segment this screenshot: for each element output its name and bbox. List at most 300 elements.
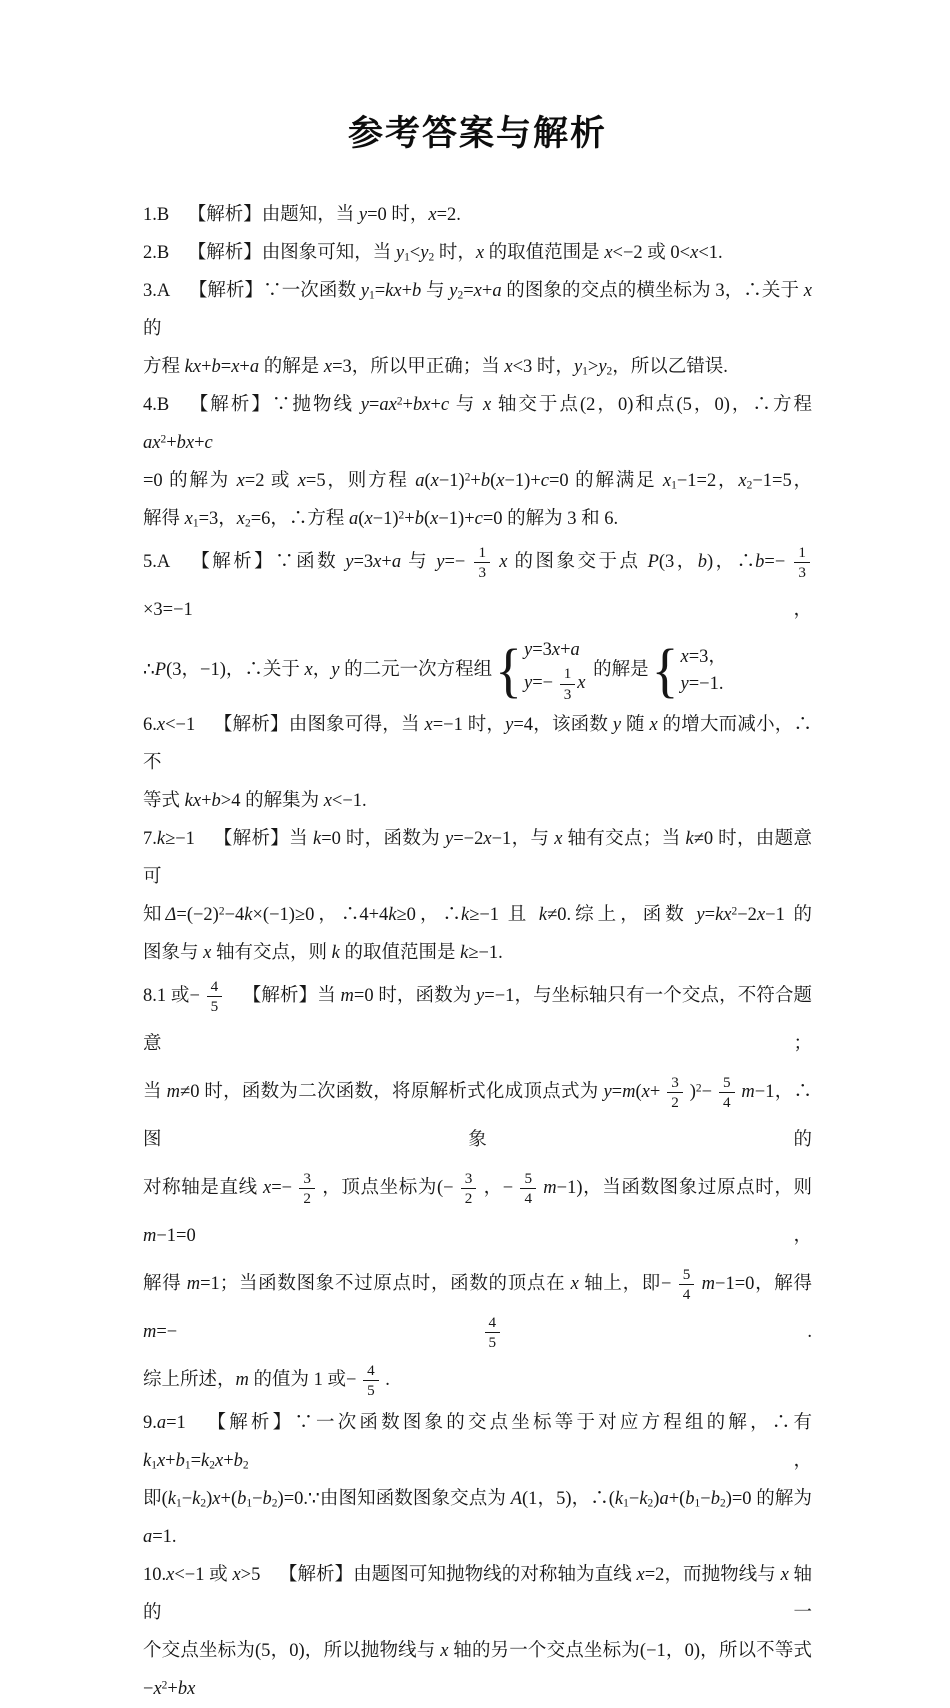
subscript: 2 <box>457 289 464 302</box>
subscript: 1 <box>582 365 588 378</box>
math-variable: x <box>304 660 313 680</box>
text-run: =0 时，函数为 <box>353 986 477 1006</box>
answer-line <box>143 1260 812 1356</box>
math-variable: c <box>474 509 483 529</box>
text-run: ≥−1 且 <box>469 905 539 925</box>
text-run: 轴上，即− <box>578 1274 677 1294</box>
equation-system <box>495 638 585 703</box>
text-run: 10. <box>143 1565 167 1585</box>
math-variable: b <box>697 552 708 572</box>
math-variable: k <box>167 1489 176 1509</box>
text-run: 9. <box>143 1413 157 1433</box>
answer-item <box>143 706 812 820</box>
math-variable: b <box>262 1489 272 1509</box>
text-run: <3 时， <box>512 357 574 377</box>
math-variable: x <box>373 552 382 572</box>
fraction-numerator: 3 <box>667 1074 683 1093</box>
answer-line <box>143 500 812 538</box>
math-variable: x <box>482 395 492 415</box>
math-variable: b <box>175 1451 185 1471</box>
answer-line <box>143 1356 812 1404</box>
math-variable: m <box>543 1178 557 1198</box>
math-variable: b <box>233 1451 243 1471</box>
text-run: =1 【解析】∵一次函数图象的交点坐标等于对应方程组的解，∴有 <box>166 1413 812 1433</box>
math-variable: x <box>156 715 166 735</box>
math-variable: x <box>297 471 306 491</box>
math-variable: m <box>143 1322 157 1342</box>
math-variable: m <box>701 1274 716 1294</box>
math-variable: x <box>166 1565 175 1585</box>
text-run: − <box>181 1489 193 1509</box>
text-run: + <box>223 1451 234 1471</box>
text-run: 随 <box>621 715 650 735</box>
text-run: 轴有交点，则 <box>211 943 332 963</box>
math-variable: k <box>192 1489 201 1509</box>
math-variable: c <box>204 433 213 453</box>
text-run: 3.A 【解析】∵一次函数 <box>143 281 361 301</box>
math-variable: y <box>445 829 454 849</box>
math-variable: y <box>598 357 607 377</box>
math-variable: a <box>492 281 502 301</box>
brace-symbol: { <box>495 637 522 705</box>
answer-line <box>143 348 812 386</box>
text-run: ， <box>312 660 332 680</box>
equation-rows <box>524 638 586 703</box>
text-run: −1=5， <box>752 471 813 491</box>
math-variable: kx <box>385 281 402 301</box>
math-variable: y <box>680 674 689 695</box>
subscript: 1 <box>694 1497 701 1510</box>
text-run: ≥0，∴ <box>396 905 461 925</box>
superscript: 2 <box>731 905 738 918</box>
text-run: =3， <box>688 647 727 668</box>
text-run: ≠0 时，由题意可 <box>143 829 812 887</box>
text-run: 与 <box>449 395 483 415</box>
superscript: 2 <box>464 471 471 484</box>
text-run: 的 <box>143 319 162 339</box>
fraction-denominator: 5 <box>367 1382 375 1400</box>
math-variable: x <box>738 471 747 491</box>
math-variable: bx <box>176 433 195 453</box>
text-run: ) <box>684 1082 696 1102</box>
math-variable: x <box>236 509 245 529</box>
text-run: ≠0.综上，函数 <box>547 905 697 925</box>
text-run: 个交点坐标为(5，0)，所以抛物线与 <box>143 1641 441 1661</box>
subscript: 2 <box>242 1459 249 1472</box>
math-variable: k <box>614 1489 624 1509</box>
text-run: + <box>381 552 392 572</box>
math-variable: ax <box>379 395 397 415</box>
text-run: −1，∴图象的 <box>143 1082 813 1150</box>
text-run: ( <box>358 509 365 529</box>
text-run: = <box>220 357 232 377</box>
math-variable: x <box>496 471 505 491</box>
text-run: 2.B 【解析】由图象可知，当 <box>143 243 396 263</box>
text-run: =0 的解为 <box>143 471 237 491</box>
superscript: 2 <box>695 1082 702 1095</box>
text-run: + <box>239 357 250 377</box>
equation-row <box>681 645 727 669</box>
text-run: 8.1 或− <box>143 986 205 1006</box>
math-variable: x <box>236 471 245 491</box>
math-variable: kx <box>184 791 202 811</box>
answer-line <box>143 706 812 782</box>
text-run: (3， <box>658 552 698 572</box>
fraction <box>299 1170 315 1208</box>
math-variable: x <box>551 640 561 661</box>
text-run: −1)+ <box>438 509 475 529</box>
text-run: + <box>167 1679 178 1699</box>
math-variable: k <box>331 943 340 963</box>
math-variable: y <box>696 905 705 925</box>
subscript: 2 <box>428 251 435 264</box>
math-variable: bx <box>412 395 431 415</box>
text-run: 综上所述， <box>143 1370 236 1390</box>
math-variable: x <box>483 829 492 849</box>
fraction <box>679 1266 695 1304</box>
text-run: 5.A 【解析】∵函数 <box>143 552 346 572</box>
text-run: − <box>700 1489 711 1509</box>
text-run: =0 的解满足 <box>549 471 663 491</box>
text-run: 即( <box>143 1489 168 1509</box>
math-variable: x <box>156 1451 166 1471</box>
math-variable: x <box>641 1082 650 1102</box>
text-run: = <box>190 1451 202 1471</box>
text-run: + <box>649 1082 666 1102</box>
math-variable: a <box>156 1413 167 1433</box>
text-run: = <box>368 395 380 415</box>
math-variable: x <box>203 943 212 963</box>
math-variable: x <box>649 715 658 735</box>
math-variable: a <box>570 640 580 661</box>
subscript: 1 <box>176 1497 182 1510</box>
text-run: + <box>201 791 212 811</box>
math-variable: y <box>476 986 485 1006</box>
text-run: ( <box>490 471 497 491</box>
text-run: −4 <box>224 905 245 925</box>
text-run: + <box>402 395 413 415</box>
math-variable: y <box>523 673 533 694</box>
text-run: = <box>463 281 474 301</box>
math-variable: y <box>358 205 368 225</box>
answer-item <box>143 386 812 538</box>
math-variable: y <box>360 281 369 301</box>
text-run: =− <box>444 552 473 572</box>
subscript: 1 <box>246 1497 253 1510</box>
math-variable: k <box>388 905 397 925</box>
text-run: −2 <box>737 905 757 925</box>
math-variable: x <box>323 357 333 377</box>
math-variable: y <box>395 243 405 263</box>
text-run: ( <box>635 1082 642 1102</box>
answer-item <box>143 820 812 972</box>
math-variable: x <box>232 1565 241 1585</box>
text-run: 时， <box>434 243 476 263</box>
text-run: 解得 <box>143 1274 187 1294</box>
math-variable: k <box>685 829 694 849</box>
math-variable: k <box>143 1451 152 1471</box>
text-run: )=0.∵由图知函数图象交点为 <box>277 1489 511 1509</box>
math-variable: x <box>636 1565 645 1585</box>
text-run: =3 <box>532 640 552 661</box>
text-run: ，− <box>478 1178 519 1198</box>
subscript: 1 <box>151 1459 157 1472</box>
text-run: =−1. <box>688 674 724 695</box>
text-run: ∴ <box>143 660 155 680</box>
math-variable: x <box>440 1641 449 1661</box>
answer-line <box>143 386 812 462</box>
answer-item <box>143 272 812 386</box>
text-run: =0 时，函数为 <box>321 829 446 849</box>
math-variable: k <box>244 905 253 925</box>
subscript: 2 <box>746 479 753 492</box>
text-run: =0 时， <box>367 205 429 225</box>
fraction <box>474 544 490 582</box>
answer-line <box>143 972 812 1068</box>
math-variable: a <box>249 357 260 377</box>
math-variable: kx <box>184 357 202 377</box>
answer-line <box>143 1556 812 1632</box>
math-variable: m <box>186 1274 201 1294</box>
text-run: +( <box>668 1489 686 1509</box>
answer-line <box>143 820 812 896</box>
subscript: 2 <box>606 365 613 378</box>
text-run: =− <box>764 552 793 572</box>
text-run: (3，−1)，∴关于 <box>166 660 305 680</box>
math-variable: Δ <box>165 905 177 925</box>
math-variable: m <box>143 1226 157 1246</box>
math-variable: b <box>710 1489 720 1509</box>
text-run: =−1，与坐标轴只有一个交点，不符合题意； <box>143 986 812 1054</box>
math-variable: x <box>364 509 373 529</box>
subscript: 1 <box>192 517 199 530</box>
text-run: 的图象的交点的横坐标为 3，∴关于 <box>501 281 804 301</box>
math-variable: m <box>340 986 354 1006</box>
text-run: 轴交于点(2，0)和点(5，0)，∴方程 <box>491 395 812 415</box>
text-run: ， <box>248 1451 812 1471</box>
math-variable: a <box>349 509 359 529</box>
math-variable: y <box>436 552 445 572</box>
text-run: ≠0 时，函数为二次函数，将原解析式化成顶点式为 <box>180 1082 604 1102</box>
math-variable: x <box>604 243 613 263</box>
text-run: −1，与 <box>491 829 555 849</box>
text-run: 轴有交点；当 <box>562 829 686 849</box>
math-variable: x <box>430 509 439 529</box>
text-run: )=0 的解为 <box>725 1489 812 1509</box>
text-run: 6. <box>143 715 157 735</box>
text-run: + <box>481 281 493 301</box>
math-variable: x <box>428 205 437 225</box>
math-variable: y <box>449 281 458 301</box>
math-variable: x <box>475 243 485 263</box>
math-variable: b <box>211 791 221 811</box>
text-run: ) <box>206 1489 213 1509</box>
math-variable: k <box>460 905 470 925</box>
text-run: −1=2， <box>676 471 739 491</box>
answer-line <box>143 1632 812 1708</box>
text-run: 当 <box>143 1082 167 1102</box>
text-run: =(−2) <box>176 905 219 925</box>
fraction-denominator: 2 <box>464 1190 473 1208</box>
subscript: 2 <box>245 517 251 530</box>
subscript: 2 <box>200 1497 207 1510</box>
answer-line <box>143 272 812 348</box>
answers-list <box>143 196 812 1708</box>
fraction-numerator: 1 <box>794 544 810 563</box>
math-variable: x <box>323 791 332 811</box>
text-run: ，所以乙错误. <box>612 357 728 377</box>
text-run: −1) <box>372 509 399 529</box>
text-run: ) <box>653 1489 660 1509</box>
text-run: =2 或 <box>244 471 298 491</box>
fraction <box>719 1074 735 1112</box>
fraction-denominator: 5 <box>488 1334 497 1352</box>
subscript: 2 <box>647 1497 654 1510</box>
math-variable: b <box>211 357 221 377</box>
superscript: 2 <box>396 395 403 408</box>
fraction-numerator: 3 <box>461 1170 477 1189</box>
equation-row <box>524 665 586 703</box>
text-run: ≥−1. <box>468 943 503 963</box>
math-variable: b <box>480 471 491 491</box>
text-run: =4，该函数 <box>513 715 613 735</box>
text-run: =6，∴方程 <box>250 509 350 529</box>
text-run: >4 的解集为 <box>220 791 324 811</box>
text-run: 等式 <box>143 791 185 811</box>
superscript: 2 <box>160 433 167 446</box>
answer-line <box>143 1518 812 1556</box>
fraction-denominator: 4 <box>524 1190 533 1208</box>
fraction <box>520 1170 536 1208</box>
text-run: 的解是 <box>259 357 324 377</box>
math-variable: y <box>360 395 369 415</box>
fraction-denominator: 4 <box>722 1094 731 1112</box>
fraction-denominator: 3 <box>563 685 572 703</box>
math-variable: y <box>603 1082 612 1102</box>
text-run: 图象与 <box>143 943 204 963</box>
text-run: − <box>628 1489 640 1509</box>
fraction-denominator: 2 <box>671 1094 679 1112</box>
math-variable: y <box>420 243 429 263</box>
text-run: <−1 或 <box>174 1565 233 1585</box>
text-run: −1)+ <box>504 471 541 491</box>
math-variable: x <box>424 715 433 735</box>
fraction-numerator: 4 <box>363 1362 379 1381</box>
brace-symbol: { <box>651 637 679 705</box>
answer-line <box>143 1164 812 1260</box>
answer-item <box>143 196 812 234</box>
text-run: =− <box>271 1178 298 1198</box>
fraction <box>485 1314 501 1352</box>
text-run: =−1 时， <box>432 715 506 735</box>
text-run: =0 的解为 3 和 6. <box>482 509 619 529</box>
text-run: − <box>252 1489 263 1509</box>
text-run: 的值为 1 或− <box>248 1370 362 1390</box>
math-variable: b <box>237 1489 247 1509</box>
math-variable: x <box>554 829 563 849</box>
equation-row <box>681 672 727 696</box>
math-variable: kx <box>715 905 732 925</box>
answer-item <box>143 1404 812 1556</box>
math-variable: x <box>473 281 482 301</box>
math-variable: x <box>803 281 812 301</box>
math-variable: P <box>647 552 659 572</box>
math-variable: m <box>166 1082 181 1102</box>
fraction-denominator: 5 <box>210 998 219 1016</box>
math-variable: k <box>312 829 322 849</box>
text-run: + <box>194 433 205 453</box>
math-variable: m <box>622 1082 636 1102</box>
text-run: + <box>404 509 415 529</box>
page-title: 参考答案与解析 <box>347 114 607 153</box>
subscript: 1 <box>623 1497 629 1510</box>
math-variable: x <box>577 673 586 694</box>
answer-line <box>143 1404 812 1480</box>
math-variable: c <box>540 471 549 491</box>
math-variable: b <box>412 281 422 301</box>
text-run: + <box>165 1451 176 1471</box>
math-variable: x <box>212 1489 221 1509</box>
text-run: = <box>704 905 716 925</box>
math-variable: x <box>153 1679 162 1699</box>
math-variable: P <box>154 660 167 680</box>
text-run: 4.B 【解析】∵抛物线 <box>143 395 361 415</box>
text-run: <−2 或 0< <box>612 243 691 263</box>
math-variable: x <box>756 905 766 925</box>
answer-line <box>143 896 812 934</box>
fraction-numerator: 4 <box>485 1314 501 1333</box>
text-run: −1) <box>438 471 465 491</box>
superscript: 2 <box>398 509 405 522</box>
text-run: <−1 【解析】由图象可得，当 <box>165 715 425 735</box>
math-variable: x <box>680 647 689 668</box>
text-run: ，顶点坐标为(− <box>316 1178 459 1198</box>
math-variable: y <box>345 552 354 572</box>
text-run: 的取值范围是 <box>484 243 605 263</box>
text-run: 1.B 【解析】由题知，当 <box>143 205 359 225</box>
answer-item <box>143 538 812 706</box>
text-run: (1，5)，∴( <box>522 1489 615 1509</box>
text-run: < <box>409 243 421 263</box>
text-run: 的取值范围是 <box>339 943 461 963</box>
fraction-denominator: 2 <box>303 1190 311 1208</box>
text-run: =− <box>156 1322 483 1342</box>
fraction <box>667 1074 683 1112</box>
text-run: =2. <box>436 205 461 225</box>
equation-row <box>524 638 586 662</box>
text-run: ( <box>423 509 431 529</box>
math-variable: k <box>201 1451 210 1471</box>
math-variable: b <box>755 552 765 572</box>
math-variable: y <box>523 640 533 661</box>
math-variable: x <box>570 1274 579 1294</box>
text-run: ×3=−1， <box>143 600 812 620</box>
math-variable: b <box>685 1489 695 1509</box>
math-variable: x <box>780 1565 789 1585</box>
subscript: 2 <box>271 1497 278 1510</box>
math-variable: c <box>440 395 450 415</box>
text-run: + <box>430 395 441 415</box>
answer-line <box>143 1480 812 1518</box>
text-run: 的二元一次方程组 <box>339 660 493 680</box>
text-run: ( <box>424 471 431 491</box>
superscript: 2 <box>218 905 225 918</box>
text-run: + <box>560 640 571 661</box>
answer-line <box>143 538 812 634</box>
text-run: −1)，当函数图象过原点时，则 <box>556 1178 812 1198</box>
fraction-denominator: 3 <box>478 564 487 582</box>
text-run: = <box>611 1082 623 1102</box>
